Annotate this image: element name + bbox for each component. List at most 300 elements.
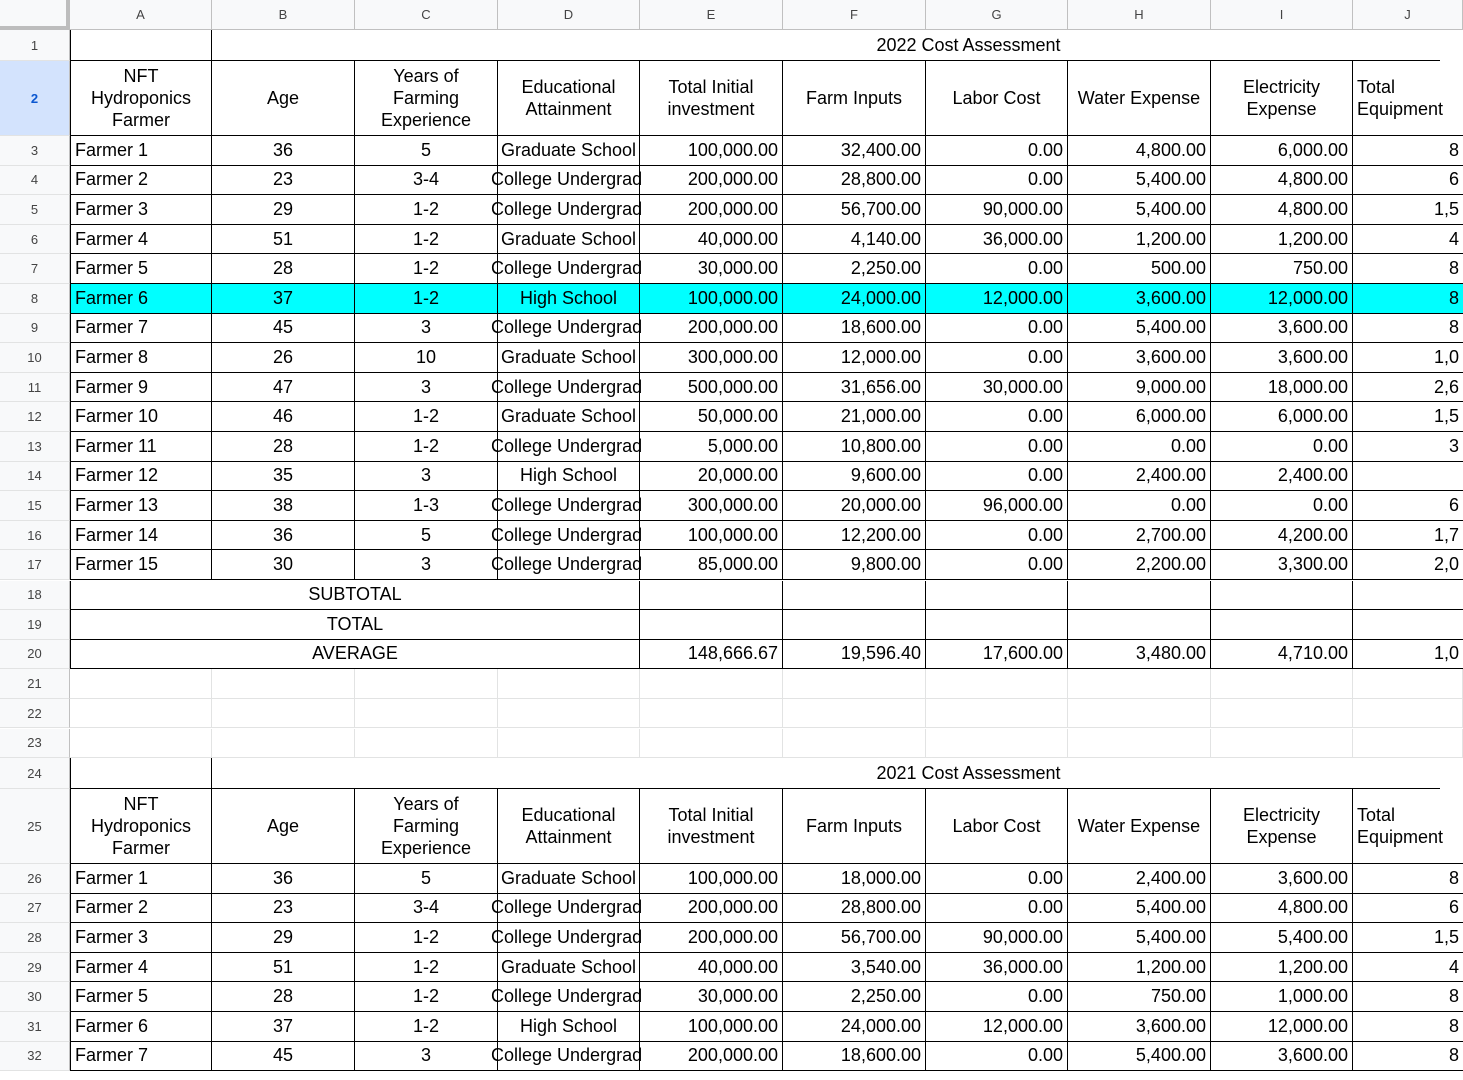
data-cell-c[interactable]: 3-4 (355, 166, 498, 196)
header-cell-b[interactable] (212, 61, 355, 136)
data-cell-j[interactable]: 8 (1353, 982, 1463, 1012)
data-cell-e[interactable]: 200,000.00 (640, 894, 783, 924)
data-cell-h[interactable]: 9,000.00 (1068, 373, 1211, 403)
cell[interactable] (1353, 699, 1463, 729)
data-cell-b[interactable]: 23 (212, 166, 355, 196)
data-cell-h[interactable]: 500.00 (1068, 254, 1211, 284)
data-cell-e[interactable]: 200,000.00 (640, 195, 783, 225)
header-cell-h[interactable] (1068, 61, 1211, 136)
data-cell-d[interactable]: High School (498, 1012, 640, 1042)
data-cell-f[interactable]: 4,140.00 (783, 225, 926, 255)
data-cell-j[interactable]: 4 (1353, 953, 1463, 983)
data-cell-c[interactable]: 3 (355, 314, 498, 344)
header-cell-c[interactable] (355, 789, 498, 864)
data-cell-d[interactable] (491, 1042, 643, 1072)
data-cell-e[interactable]: 30,000.00 (640, 254, 783, 284)
row-number[interactable]: 17 (0, 550, 70, 580)
data-cell-h[interactable]: 0.00 (1068, 432, 1211, 462)
data-cell-a[interactable]: Farmer 15 (70, 550, 212, 580)
data-cell-b[interactable]: 38 (212, 491, 355, 521)
data-cell-g[interactable]: 0.00 (926, 462, 1068, 492)
cell[interactable] (498, 729, 640, 759)
data-cell-b[interactable]: 28 (212, 254, 355, 284)
data-cell-f[interactable]: 18,600.00 (783, 314, 926, 344)
data-cell-d[interactable] (491, 550, 643, 580)
data-cell-e[interactable]: 100,000.00 (640, 864, 783, 894)
data-cell-j[interactable]: 6 (1353, 491, 1463, 521)
data-cell-a[interactable]: Farmer 5 (70, 982, 212, 1012)
cell[interactable] (1211, 729, 1353, 759)
data-cell-a[interactable]: Farmer 2 (70, 166, 212, 196)
summary-cell-e[interactable] (640, 581, 783, 611)
header-cell-b[interactable] (212, 789, 355, 864)
header-cell-f[interactable] (783, 789, 926, 864)
data-cell-f[interactable]: 56,700.00 (783, 923, 926, 953)
cell[interactable] (926, 699, 1068, 729)
data-cell-c[interactable]: 1-2 (355, 432, 498, 462)
select-all-corner[interactable] (0, 0, 70, 30)
data-cell-d[interactable] (491, 373, 643, 403)
cell[interactable] (355, 669, 498, 699)
data-cell-d[interactable] (491, 982, 643, 1012)
cell[interactable] (355, 699, 498, 729)
data-cell-j[interactable]: 8 (1353, 136, 1463, 166)
data-cell-b[interactable]: 47 (212, 373, 355, 403)
data-cell-d[interactable]: Graduate School (498, 225, 640, 255)
cell[interactable] (70, 669, 212, 699)
data-cell-g[interactable]: 36,000.00 (926, 225, 1068, 255)
data-cell-j[interactable]: 8 (1353, 864, 1463, 894)
data-cell-e[interactable]: 500,000.00 (640, 373, 783, 403)
data-cell-j[interactable]: 1,7 (1353, 521, 1463, 551)
data-cell-h[interactable]: 5,400.00 (1068, 894, 1211, 924)
column-header-h[interactable]: H (1068, 0, 1211, 30)
data-cell-i[interactable]: 2,400.00 (1211, 462, 1353, 492)
data-cell-f[interactable]: 18,600.00 (783, 1042, 926, 1072)
data-cell-f[interactable]: 28,800.00 (783, 166, 926, 196)
data-cell-j[interactable] (1353, 462, 1463, 492)
data-cell-h[interactable]: 750.00 (1068, 982, 1211, 1012)
data-cell-c[interactable]: 1-2 (355, 982, 498, 1012)
row-number[interactable]: 19 (0, 610, 70, 640)
data-cell-h[interactable]: 5,400.00 (1068, 923, 1211, 953)
data-cell-c[interactable]: 1-2 (355, 923, 498, 953)
data-cell-a[interactable]: Farmer 5 (70, 254, 212, 284)
data-cell-a[interactable]: Farmer 4 (70, 953, 212, 983)
summary-cell-i[interactable]: 4,710.00 (1211, 640, 1353, 670)
row-number[interactable]: 15 (0, 491, 70, 521)
data-cell-h[interactable]: 5,400.00 (1068, 1042, 1211, 1072)
summary-cell-h[interactable]: 3,480.00 (1068, 640, 1211, 670)
table-title[interactable]: 2022 Cost Assessment (212, 30, 1440, 61)
data-cell-h[interactable]: 5,400.00 (1068, 166, 1211, 196)
data-cell-a[interactable]: Farmer 13 (70, 491, 212, 521)
cell[interactable] (783, 669, 926, 699)
data-cell-a[interactable]: Farmer 2 (70, 894, 212, 924)
data-cell-i[interactable]: 12,000.00 (1211, 284, 1353, 314)
data-cell-h[interactable]: 1,200.00 (1068, 225, 1211, 255)
data-cell-f[interactable]: 10,800.00 (783, 432, 926, 462)
data-cell-a[interactable]: Farmer 7 (70, 1042, 212, 1072)
cell[interactable] (1068, 729, 1211, 759)
data-cell-f[interactable]: 9,600.00 (783, 462, 926, 492)
data-cell-h[interactable]: 2,400.00 (1068, 462, 1211, 492)
data-cell-g[interactable]: 90,000.00 (926, 195, 1068, 225)
cell[interactable] (1353, 729, 1463, 759)
column-header-i[interactable]: I (1211, 0, 1353, 30)
data-cell-d[interactable] (491, 521, 643, 551)
header-cell-j[interactable] (1353, 789, 1463, 864)
data-cell-g[interactable]: 12,000.00 (926, 1012, 1068, 1042)
data-cell-c[interactable]: 5 (355, 136, 498, 166)
row-number[interactable]: 26 (0, 864, 70, 894)
data-cell-g[interactable]: 0.00 (926, 343, 1068, 373)
data-cell-g[interactable]: 0.00 (926, 521, 1068, 551)
row-number[interactable]: 13 (0, 432, 70, 462)
header-cell-e[interactable] (640, 789, 783, 864)
row-number[interactable]: 8 (0, 284, 70, 314)
cell[interactable] (1068, 699, 1211, 729)
row-number[interactable]: 21 (0, 669, 70, 699)
summary-label[interactable]: AVERAGE (70, 640, 640, 670)
data-cell-b[interactable]: 45 (212, 314, 355, 344)
data-cell-c[interactable]: 1-2 (355, 284, 498, 314)
data-cell-f[interactable]: 31,656.00 (783, 373, 926, 403)
header-cell-f[interactable] (783, 61, 926, 136)
data-cell-j[interactable]: 4 (1353, 225, 1463, 255)
data-cell-i[interactable]: 1,000.00 (1211, 982, 1353, 1012)
data-cell-g[interactable]: 96,000.00 (926, 491, 1068, 521)
data-cell-f[interactable]: 9,800.00 (783, 550, 926, 580)
row-number[interactable]: 4 (0, 166, 70, 196)
data-cell-j[interactable]: 6 (1353, 166, 1463, 196)
row-number[interactable]: 1 (0, 30, 70, 61)
data-cell-d[interactable] (491, 314, 643, 344)
row-number[interactable]: 3 (0, 136, 70, 166)
data-cell-f[interactable]: 56,700.00 (783, 195, 926, 225)
column-header-g[interactable]: G (926, 0, 1068, 30)
data-cell-a[interactable]: Farmer 9 (70, 373, 212, 403)
data-cell-d[interactable] (491, 254, 643, 284)
cell[interactable] (640, 699, 783, 729)
row-number[interactable]: 24 (0, 758, 70, 789)
summary-cell-g[interactable] (926, 610, 1068, 640)
data-cell-c[interactable]: 1-3 (355, 491, 498, 521)
data-cell-e[interactable]: 20,000.00 (640, 462, 783, 492)
data-cell-j[interactable]: 1,5 (1353, 402, 1463, 432)
cell[interactable] (1353, 669, 1463, 699)
data-cell-b[interactable]: 29 (212, 923, 355, 953)
data-cell-a[interactable]: Farmer 11 (70, 432, 212, 462)
row-number[interactable]: 32 (0, 1042, 70, 1072)
data-cell-c[interactable]: 1-2 (355, 953, 498, 983)
data-cell-j[interactable]: 8 (1353, 1012, 1463, 1042)
data-cell-c[interactable]: 3 (355, 373, 498, 403)
row-number[interactable]: 23 (0, 729, 70, 759)
data-cell-a[interactable]: Farmer 6 (70, 1012, 212, 1042)
data-cell-f[interactable]: 32,400.00 (783, 136, 926, 166)
summary-cell-i[interactable] (1211, 581, 1353, 611)
header-cell-e[interactable] (640, 61, 783, 136)
data-cell-f[interactable]: 21,000.00 (783, 402, 926, 432)
data-cell-i[interactable]: 3,600.00 (1211, 314, 1353, 344)
row-number[interactable]: 27 (0, 894, 70, 924)
data-cell-f[interactable]: 12,200.00 (783, 521, 926, 551)
cell[interactable] (640, 729, 783, 759)
data-cell-d[interactable]: High School (498, 284, 640, 314)
data-cell-c[interactable]: 5 (355, 521, 498, 551)
cell[interactable] (70, 758, 212, 789)
data-cell-c[interactable]: 1-2 (355, 195, 498, 225)
row-number[interactable]: 31 (0, 1012, 70, 1042)
column-header-d[interactable]: D (498, 0, 640, 30)
row-number[interactable]: 14 (0, 462, 70, 492)
data-cell-c[interactable]: 1-2 (355, 225, 498, 255)
data-cell-e[interactable]: 100,000.00 (640, 284, 783, 314)
column-header-a[interactable]: A (70, 0, 212, 30)
data-cell-f[interactable]: 24,000.00 (783, 284, 926, 314)
data-cell-g[interactable]: 0.00 (926, 550, 1068, 580)
data-cell-d[interactable] (491, 195, 643, 225)
data-cell-h[interactable]: 5,400.00 (1068, 195, 1211, 225)
row-number[interactable]: 2 (0, 61, 70, 136)
data-cell-h[interactable]: 0.00 (1068, 491, 1211, 521)
row-number[interactable]: 30 (0, 982, 70, 1012)
header-cell-g[interactable] (926, 61, 1068, 136)
data-cell-j[interactable]: 2,6 (1353, 373, 1463, 403)
data-cell-c[interactable]: 1-2 (355, 402, 498, 432)
data-cell-i[interactable]: 3,300.00 (1211, 550, 1353, 580)
summary-cell-f[interactable] (783, 610, 926, 640)
data-cell-i[interactable]: 0.00 (1211, 491, 1353, 521)
cell[interactable] (498, 699, 640, 729)
summary-cell-j[interactable]: 1,0 (1353, 640, 1463, 670)
data-cell-j[interactable]: 6 (1353, 894, 1463, 924)
data-cell-a[interactable]: Farmer 10 (70, 402, 212, 432)
header-cell-d[interactable] (498, 789, 640, 864)
data-cell-a[interactable]: Farmer 8 (70, 343, 212, 373)
data-cell-j[interactable]: 8 (1353, 284, 1463, 314)
data-cell-i[interactable]: 12,000.00 (1211, 1012, 1353, 1042)
cell[interactable] (498, 669, 640, 699)
data-cell-c[interactable]: 5 (355, 864, 498, 894)
data-cell-d[interactable] (491, 491, 643, 521)
header-cell-i[interactable] (1211, 61, 1353, 136)
data-cell-g[interactable]: 0.00 (926, 314, 1068, 344)
data-cell-i[interactable]: 4,200.00 (1211, 521, 1353, 551)
data-cell-a[interactable]: Farmer 3 (70, 923, 212, 953)
data-cell-g[interactable]: 30,000.00 (926, 373, 1068, 403)
cell[interactable] (70, 699, 212, 729)
data-cell-e[interactable]: 5,000.00 (640, 432, 783, 462)
header-cell-h[interactable] (1068, 789, 1211, 864)
column-header-j[interactable]: J (1353, 0, 1463, 30)
header-cell-d[interactable] (498, 61, 640, 136)
data-cell-f[interactable]: 2,250.00 (783, 254, 926, 284)
summary-cell-h[interactable] (1068, 610, 1211, 640)
data-cell-i[interactable]: 3,600.00 (1211, 343, 1353, 373)
cell[interactable] (926, 669, 1068, 699)
data-cell-g[interactable]: 0.00 (926, 166, 1068, 196)
data-cell-d[interactable] (491, 166, 643, 196)
data-cell-e[interactable]: 100,000.00 (640, 1012, 783, 1042)
header-cell-g[interactable] (926, 789, 1068, 864)
data-cell-f[interactable]: 28,800.00 (783, 894, 926, 924)
summary-label[interactable]: TOTAL (70, 610, 640, 640)
data-cell-f[interactable]: 20,000.00 (783, 491, 926, 521)
data-cell-j[interactable]: 2,0 (1353, 550, 1463, 580)
data-cell-c[interactable]: 1-2 (355, 254, 498, 284)
cell[interactable] (1211, 669, 1353, 699)
data-cell-h[interactable]: 1,200.00 (1068, 953, 1211, 983)
data-cell-a[interactable]: Farmer 1 (70, 864, 212, 894)
header-cell-a[interactable] (70, 789, 212, 864)
data-cell-h[interactable]: 2,200.00 (1068, 550, 1211, 580)
data-cell-h[interactable]: 2,400.00 (1068, 864, 1211, 894)
row-number[interactable]: 22 (0, 699, 70, 729)
data-cell-g[interactable]: 0.00 (926, 254, 1068, 284)
summary-cell-e[interactable] (640, 610, 783, 640)
cell[interactable] (212, 699, 355, 729)
cell[interactable] (926, 729, 1068, 759)
column-header-c[interactable]: C (355, 0, 498, 30)
data-cell-i[interactable]: 4,800.00 (1211, 195, 1353, 225)
data-cell-i[interactable]: 3,600.00 (1211, 1042, 1353, 1072)
cell[interactable] (640, 669, 783, 699)
data-cell-i[interactable]: 4,800.00 (1211, 166, 1353, 196)
data-cell-e[interactable]: 40,000.00 (640, 953, 783, 983)
data-cell-d[interactable] (491, 894, 643, 924)
column-header-b[interactable]: B (212, 0, 355, 30)
data-cell-i[interactable]: 6,000.00 (1211, 402, 1353, 432)
data-cell-e[interactable]: 30,000.00 (640, 982, 783, 1012)
row-number[interactable]: 12 (0, 402, 70, 432)
data-cell-b[interactable]: 51 (212, 953, 355, 983)
data-cell-i[interactable]: 0.00 (1211, 432, 1353, 462)
data-cell-b[interactable]: 36 (212, 521, 355, 551)
row-number[interactable]: 7 (0, 254, 70, 284)
summary-cell-g[interactable]: 17,600.00 (926, 640, 1068, 670)
data-cell-f[interactable]: 3,540.00 (783, 953, 926, 983)
data-cell-b[interactable]: 36 (212, 864, 355, 894)
data-cell-g[interactable]: 36,000.00 (926, 953, 1068, 983)
data-cell-i[interactable]: 1,200.00 (1211, 225, 1353, 255)
data-cell-i[interactable]: 1,200.00 (1211, 953, 1353, 983)
row-number[interactable]: 25 (0, 789, 70, 864)
data-cell-h[interactable]: 2,700.00 (1068, 521, 1211, 551)
data-cell-a[interactable]: Farmer 3 (70, 195, 212, 225)
data-cell-g[interactable]: 0.00 (926, 982, 1068, 1012)
data-cell-b[interactable]: 30 (212, 550, 355, 580)
table-title[interactable]: 2021 Cost Assessment (212, 758, 1440, 789)
summary-cell-f[interactable] (783, 581, 926, 611)
data-cell-e[interactable]: 200,000.00 (640, 923, 783, 953)
summary-cell-h[interactable] (1068, 581, 1211, 611)
summary-cell-i[interactable] (1211, 610, 1353, 640)
data-cell-b[interactable]: 37 (212, 1012, 355, 1042)
data-cell-a[interactable]: Farmer 14 (70, 521, 212, 551)
data-cell-i[interactable]: 6,000.00 (1211, 136, 1353, 166)
data-cell-b[interactable]: 45 (212, 1042, 355, 1072)
data-cell-f[interactable]: 24,000.00 (783, 1012, 926, 1042)
data-cell-c[interactable]: 3-4 (355, 894, 498, 924)
data-cell-h[interactable]: 5,400.00 (1068, 314, 1211, 344)
data-cell-c[interactable]: 3 (355, 1042, 498, 1072)
cell[interactable] (212, 729, 355, 759)
data-cell-c[interactable]: 1-2 (355, 1012, 498, 1042)
data-cell-j[interactable]: 8 (1353, 1042, 1463, 1072)
data-cell-f[interactable]: 2,250.00 (783, 982, 926, 1012)
data-cell-b[interactable]: 29 (212, 195, 355, 225)
data-cell-a[interactable]: Farmer 7 (70, 314, 212, 344)
data-cell-d[interactable]: Graduate School (498, 953, 640, 983)
data-cell-b[interactable]: 26 (212, 343, 355, 373)
data-cell-g[interactable]: 0.00 (926, 432, 1068, 462)
data-cell-a[interactable]: Farmer 4 (70, 225, 212, 255)
row-number[interactable]: 20 (0, 640, 70, 670)
summary-cell-g[interactable] (926, 581, 1068, 611)
header-cell-a[interactable] (70, 61, 212, 136)
data-cell-g[interactable]: 90,000.00 (926, 923, 1068, 953)
data-cell-f[interactable]: 18,000.00 (783, 864, 926, 894)
data-cell-e[interactable]: 50,000.00 (640, 402, 783, 432)
data-cell-g[interactable]: 12,000.00 (926, 284, 1068, 314)
cell[interactable] (1211, 699, 1353, 729)
row-number[interactable]: 5 (0, 195, 70, 225)
data-cell-g[interactable]: 0.00 (926, 136, 1068, 166)
data-cell-e[interactable]: 200,000.00 (640, 314, 783, 344)
data-cell-e[interactable]: 100,000.00 (640, 136, 783, 166)
cell[interactable] (783, 699, 926, 729)
data-cell-g[interactable]: 0.00 (926, 1042, 1068, 1072)
data-cell-b[interactable]: 37 (212, 284, 355, 314)
row-number[interactable]: 6 (0, 225, 70, 255)
data-cell-c[interactable]: 3 (355, 462, 498, 492)
data-cell-b[interactable]: 35 (212, 462, 355, 492)
data-cell-j[interactable]: 1,5 (1353, 195, 1463, 225)
header-cell-i[interactable] (1211, 789, 1353, 864)
data-cell-j[interactable]: 1,5 (1353, 923, 1463, 953)
data-cell-j[interactable]: 3 (1353, 432, 1463, 462)
data-cell-d[interactable]: Graduate School (498, 402, 640, 432)
cell[interactable] (212, 669, 355, 699)
data-cell-h[interactable]: 6,000.00 (1068, 402, 1211, 432)
data-cell-b[interactable]: 46 (212, 402, 355, 432)
data-cell-e[interactable]: 300,000.00 (640, 343, 783, 373)
header-cell-j[interactable] (1353, 61, 1463, 136)
data-cell-a[interactable]: Farmer 12 (70, 462, 212, 492)
data-cell-h[interactable]: 3,600.00 (1068, 343, 1211, 373)
data-cell-d[interactable]: Graduate School (498, 864, 640, 894)
data-cell-b[interactable]: 28 (212, 982, 355, 1012)
summary-label[interactable]: SUBTOTAL (70, 581, 640, 611)
data-cell-b[interactable]: 36 (212, 136, 355, 166)
row-number[interactable]: 11 (0, 373, 70, 403)
data-cell-e[interactable]: 85,000.00 (640, 550, 783, 580)
cell[interactable] (1068, 669, 1211, 699)
data-cell-f[interactable]: 12,000.00 (783, 343, 926, 373)
data-cell-d[interactable]: Graduate School (498, 343, 640, 373)
data-cell-b[interactable]: 28 (212, 432, 355, 462)
data-cell-j[interactable]: 8 (1353, 254, 1463, 284)
row-number[interactable]: 28 (0, 923, 70, 953)
data-cell-j[interactable]: 8 (1353, 314, 1463, 344)
data-cell-a[interactable]: Farmer 1 (70, 136, 212, 166)
data-cell-i[interactable]: 18,000.00 (1211, 373, 1353, 403)
row-number[interactable]: 29 (0, 953, 70, 983)
column-header-e[interactable]: E (640, 0, 783, 30)
data-cell-c[interactable]: 3 (355, 550, 498, 580)
